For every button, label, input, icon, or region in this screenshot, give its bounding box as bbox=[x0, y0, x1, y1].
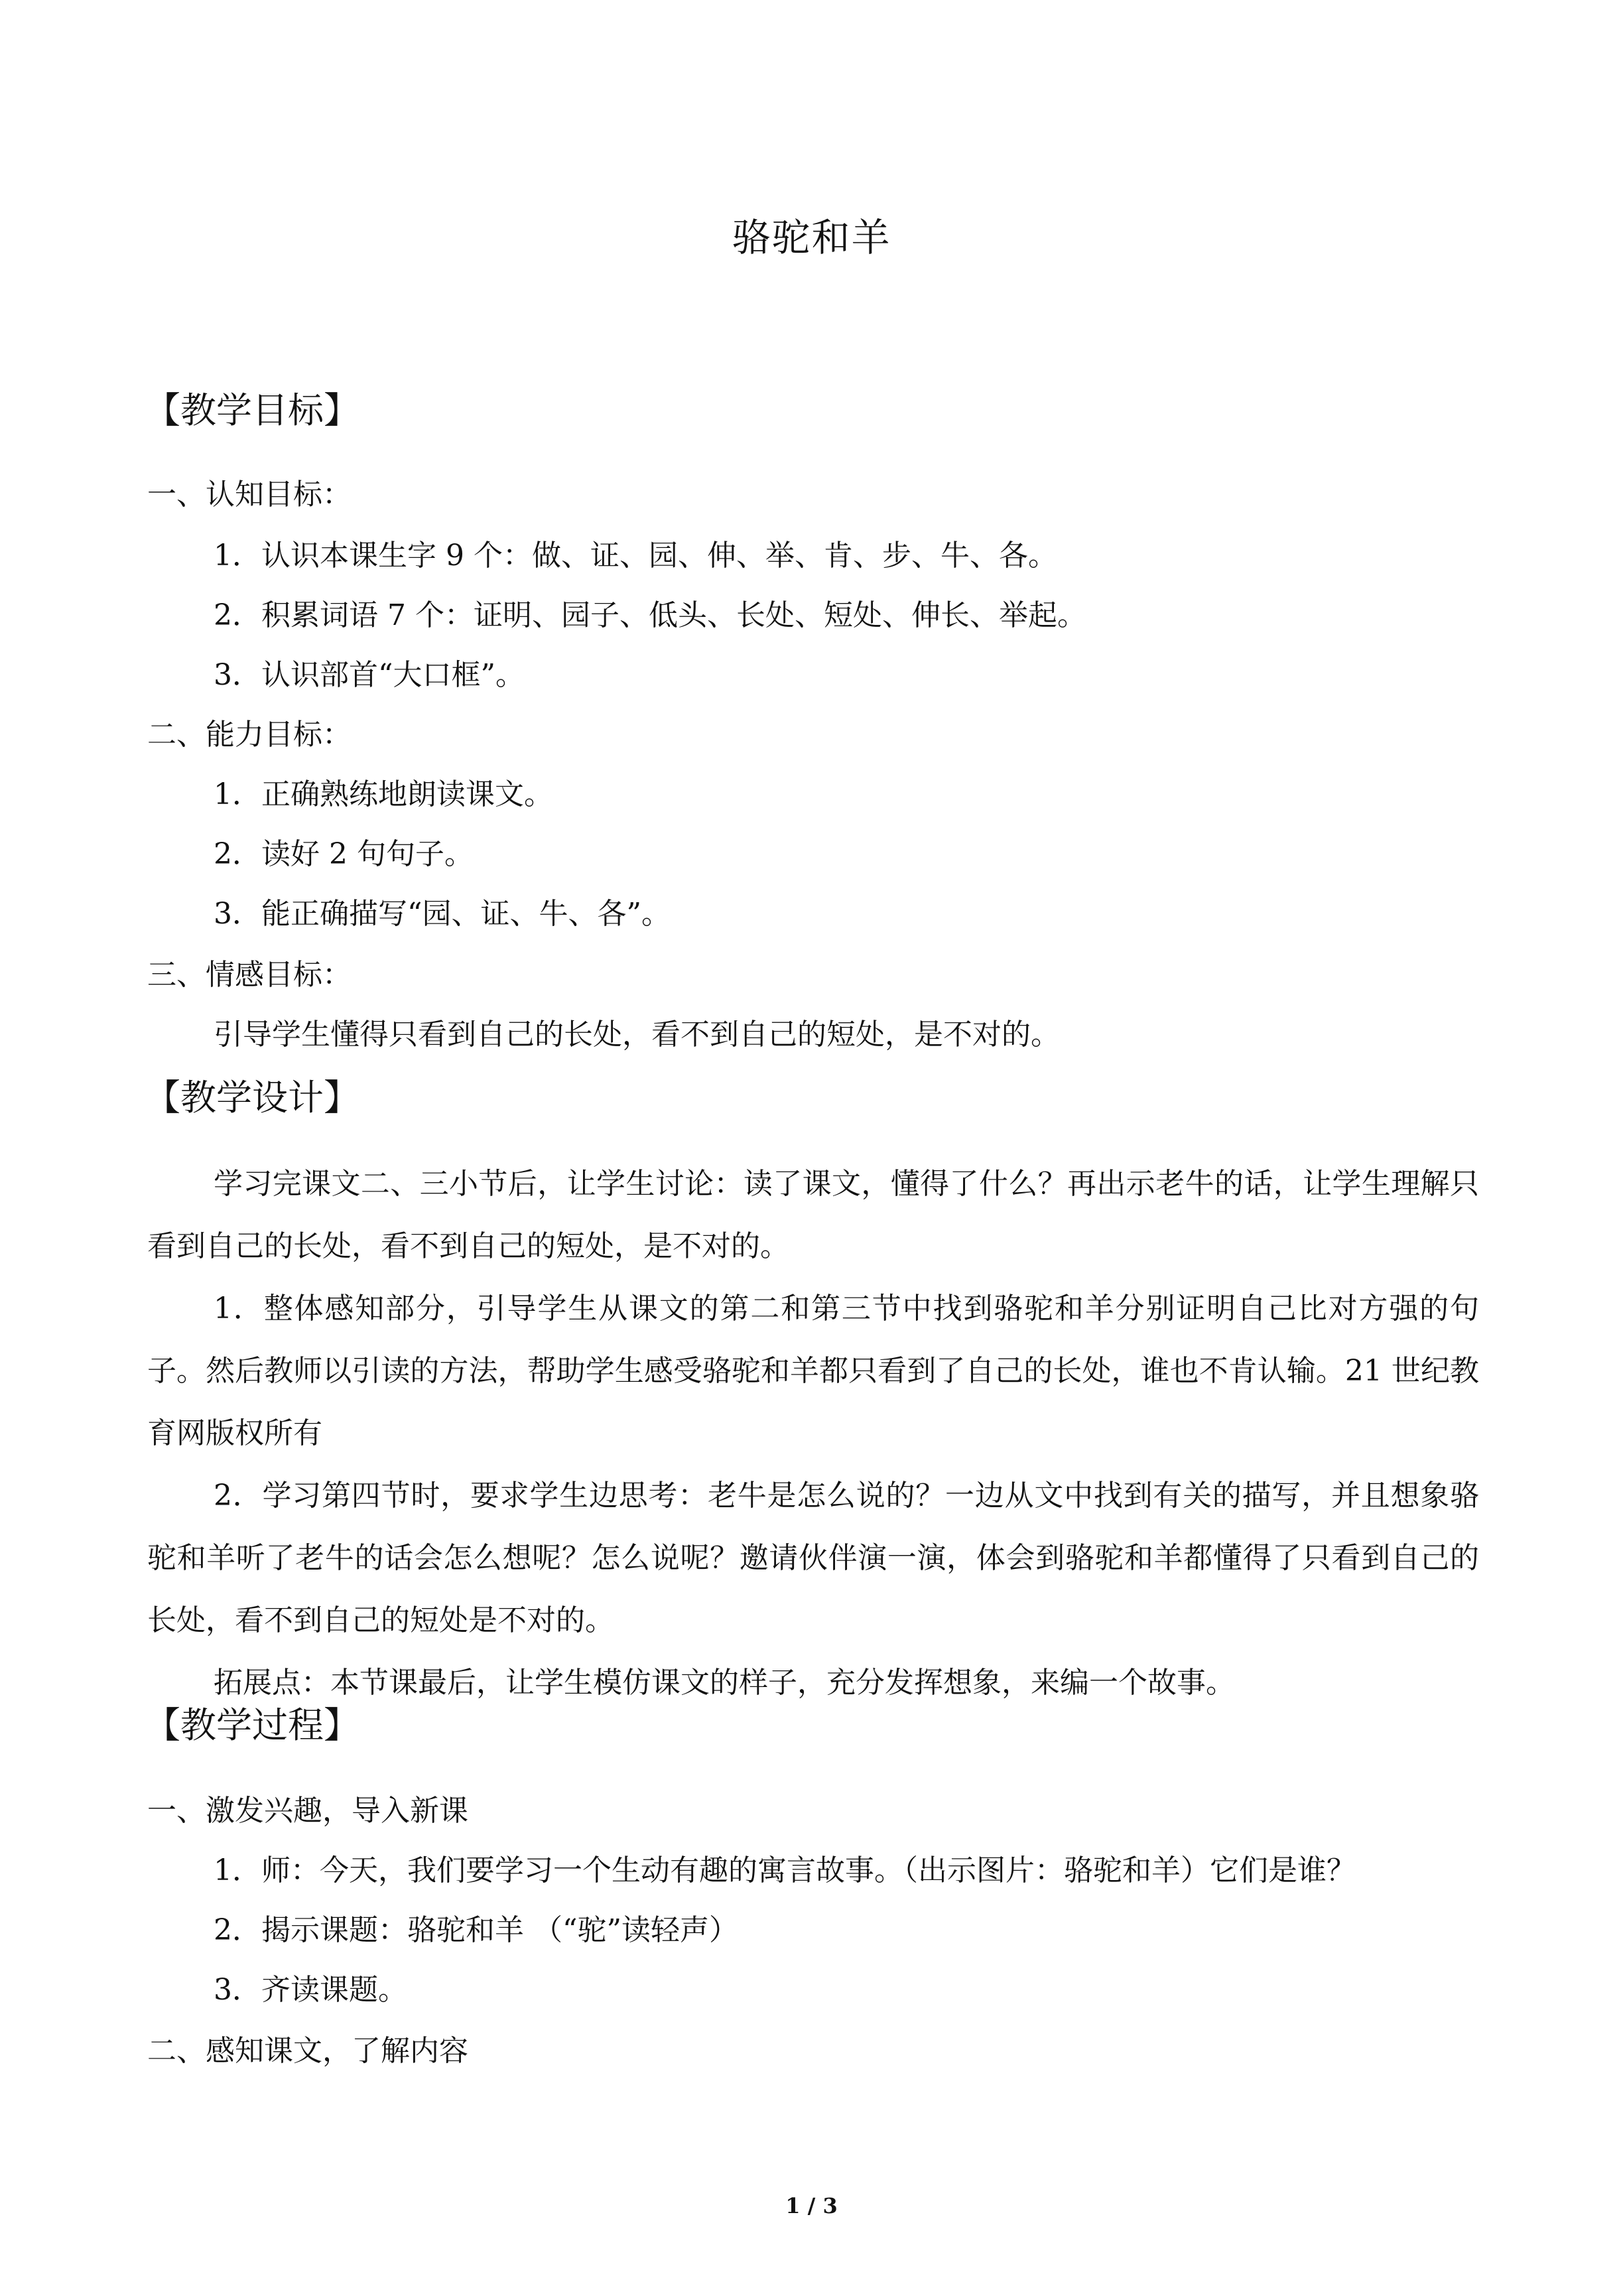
cognitive-goal-item: 1．认识本课生字 9 个：做、证、园、伸、举、肯、步、牛、各。 bbox=[214, 539, 1057, 573]
ability-goal-item: 2．读好 2 句句子。 bbox=[214, 837, 474, 871]
emotion-goal-text: 引导学生懂得只看到自己的长处，看不到自己的短处，是不对的。 bbox=[214, 1018, 1060, 1051]
design-paragraph: 1．整体感知部分，引导学生从课文的第二和第三节中找到骆驼和羊分别证明自己比对方强的句子。然后教师以引读的方法，帮助学生感受骆驼和羊都只看到了自己的长处，谁也不肯认输。21 世纪教育网版权所有 bbox=[147, 1292, 1479, 1450]
ability-goal-item: 1．正确熟练地朗读课文。 bbox=[214, 777, 553, 811]
ability-goals-label: 二、能力目标： bbox=[147, 718, 352, 752]
cognitive-goal-item: 3．认识部首“大口框”。 bbox=[214, 658, 525, 692]
page-number: 1 / 3 bbox=[785, 2193, 838, 2218]
cognitive-goal-item: 2．积累词语 7 个：证明、园子、低头、长处、短处、伸长、举起。 bbox=[214, 598, 1086, 632]
design-paragraph: 拓展点：本节课最后，让学生模仿课文的样子，充分发挥想象，来编一个故事。 bbox=[214, 1666, 1235, 1700]
section-heading-process: 【教学过程】 bbox=[145, 1704, 359, 1746]
section-heading-design: 【教学设计】 bbox=[145, 1077, 359, 1118]
process-item: 3．齐读课题。 bbox=[214, 1973, 407, 2007]
process-item: 2．揭示课题：骆驼和羊 （“驼”读轻声） bbox=[214, 1913, 738, 1947]
design-paragraph: 学习完课文二、三小节后，让学生讨论：读了课文，懂得了什么？再出示老牛的话，让学生理解只看到自己的长处，看不到自己的短处，是不对的。 bbox=[147, 1167, 1479, 1263]
section-heading-goals: 【教学目标】 bbox=[145, 389, 359, 431]
process-section-label: 二、感知课文，了解内容 bbox=[147, 2034, 468, 2068]
document-title: 骆驼和羊 bbox=[732, 215, 891, 260]
emotion-goals-label: 三、情感目标： bbox=[147, 958, 352, 992]
process-section-label: 一、激发兴趣，导入新课 bbox=[147, 1794, 468, 1828]
process-item: 1．师：今天，我们要学习一个生动有趣的寓言故事。（出示图片：骆驼和羊）它们是谁？ bbox=[214, 1854, 1356, 1887]
ability-goal-item: 3．能正确描写“园、证、牛、各”。 bbox=[214, 897, 671, 931]
design-body bbox=[147, 1153, 1479, 1714]
design-paragraph: 2．学习第四节时，要求学生边思考：老牛是怎么说的？一边从文中找到有关的描写，并且想象骆驼和羊听了老牛的话会怎么想呢？怎么说呢？邀请伙伴演一演，体会到骆驼和羊都懂得了只看到自己的长处，看不到自己的短处是不对的。 bbox=[147, 1479, 1479, 1637]
cognitive-goals-label: 一、认知目标： bbox=[147, 478, 352, 511]
